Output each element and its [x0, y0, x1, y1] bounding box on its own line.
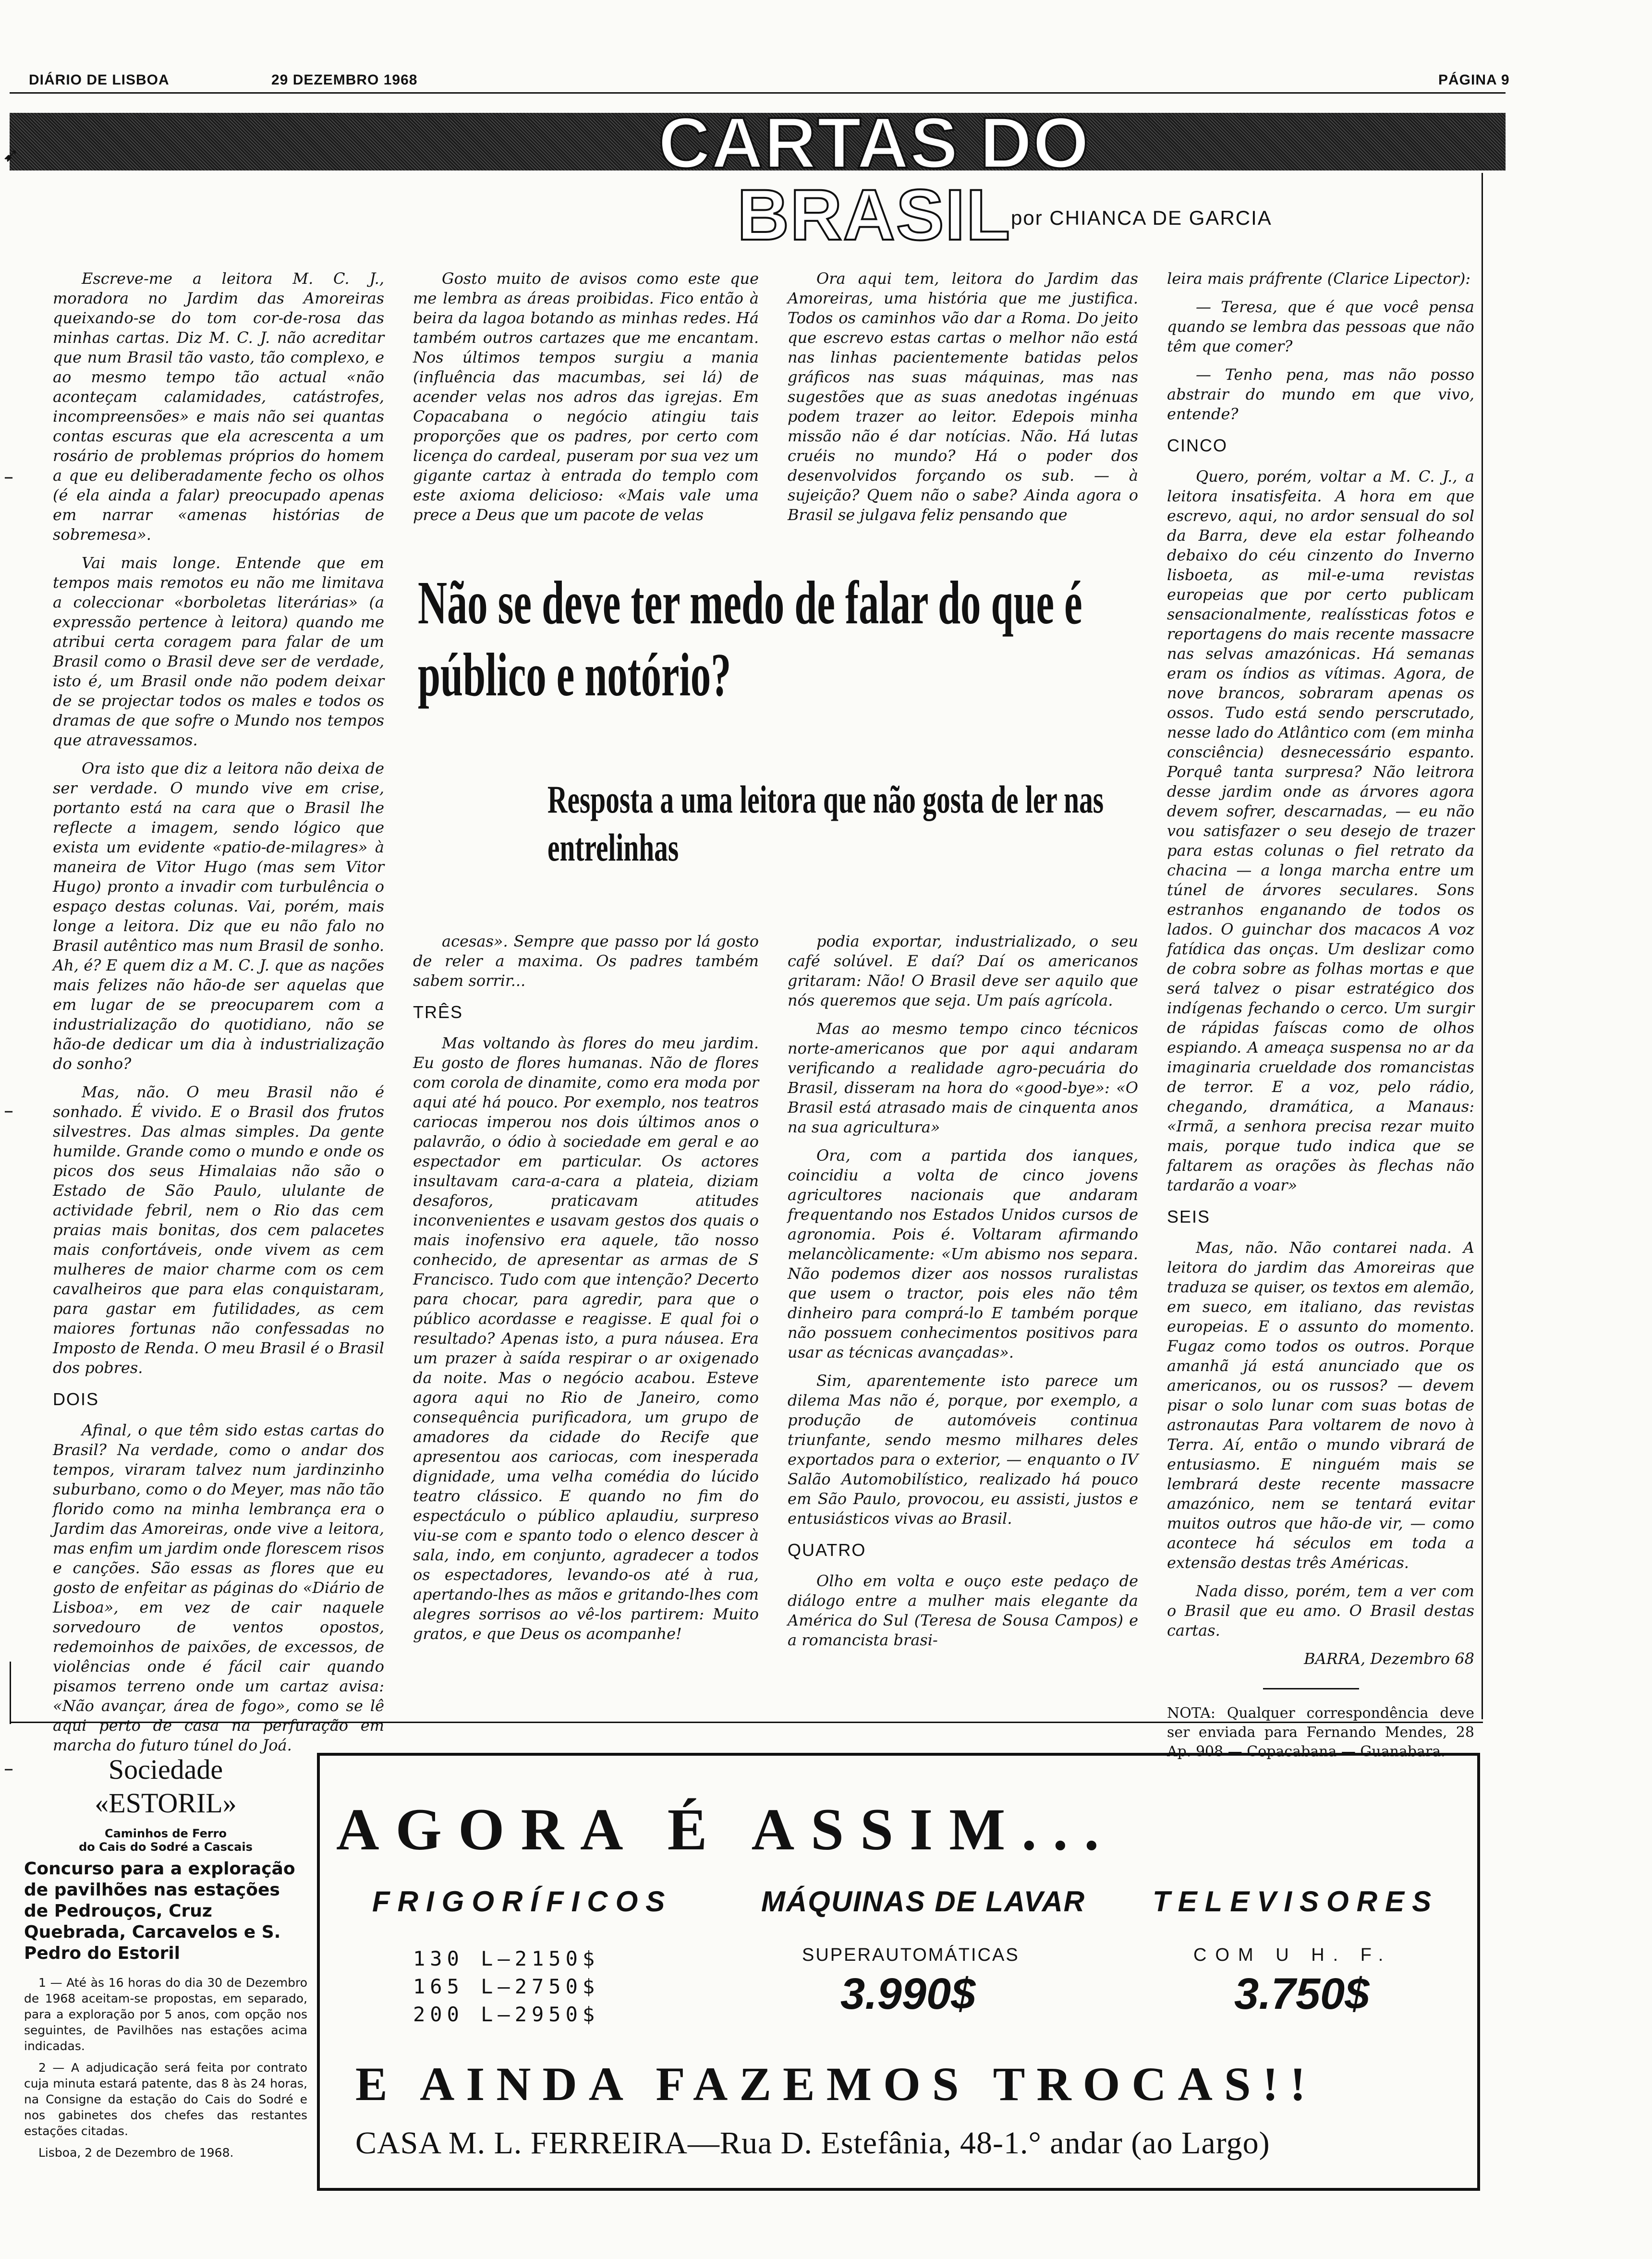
- ad-trade-line: E AINDA FAZEMOS TROCAS!!: [355, 2057, 1318, 2111]
- headline: Não se deve ter medo de falar do que é público e notório?: [418, 569, 1082, 709]
- sociedade-notice: [24, 1753, 307, 2161]
- fridge-price: 130 L—2150$: [413, 1947, 600, 1970]
- paragraph: Vai mais longe. Entende que em tempos mais remotos eu não me limitava a coleccionar «borboletas literárias» (a expressão pertence à leitora) quando me atribui certa coragem para falar de um Brasil como o Brasil deve ser de verdade, isto é, um Brasil onde não podem deixar de se projectar todos os males e todos os dramas de que sofre o Mundo nos tempos que atravessamos.: [53, 554, 384, 749]
- notice-title: Sociedade: [108, 1754, 223, 1785]
- ad-category: TELEVISORES: [1153, 1885, 1439, 1918]
- column-2-bottom: [413, 932, 759, 1652]
- section-title: CARTAS DO BRASIL: [658, 102, 1090, 255]
- paragraph: leira mais práfrente (Clarice Lipector):: [1167, 269, 1471, 288]
- section-heading-tres: TRÊS: [413, 1002, 463, 1022]
- paragraph: Mas ao mesmo tempo cinco técnicos norte-americanos que por aqui andaram verificando a realidade agro-pecuária do Brasil, disseram na hora do «good-bye»: «O Brasil está atrasado mais de cinquenta anos na sua agricultura»: [788, 1020, 1138, 1136]
- notice-line: Caminhos de Ferro: [104, 1827, 227, 1840]
- section-heading-quatro: QUATRO: [788, 1540, 866, 1560]
- ad-address: CASA M. L. FERREIRA—Rua D. Estefânia, 48-1.° andar (ao Largo): [355, 2125, 1270, 2161]
- paragraph: podia exportar, industrializado, o seu café solúvel. E daí? Daí os americanos gritaram: Não! O Brasil deve ser aquilo que nós queremos que seja. Um país agrícola.: [788, 932, 1138, 1009]
- section-heading-seis: SEIS: [1167, 1207, 1211, 1227]
- paragraph: Sim, aparentemente isto parece um dilema Mas não é, porque, por exemplo, a produção de automóveis continua triunfante, sendo mesmo milhares deles exportados para o exterior, — enquanto o IV Salão Automobilístico, realizado há pouco em São Paulo, provocou, eu assisti, justos e entusiásticos vivas ao Brasil.: [788, 1372, 1138, 1528]
- ad-category: FRIGORÍFICOS: [372, 1885, 673, 1918]
- section-heading-dois: DOIS: [53, 1389, 99, 1409]
- column-3-bottom: [788, 932, 1138, 1659]
- signoff: BARRA, Dezembro 68: [1304, 1650, 1474, 1668]
- margin-mark: –: [4, 1758, 13, 1780]
- column-3-top: [788, 269, 1138, 534]
- ad-category: MÁQUINAS DE LAVAR: [761, 1885, 1086, 1918]
- paragraph: Quero, porém, voltar a M. C. J., a leitora insatisfeita. A hora em que escrevo, aqui, no ardor sensual do sol da Barra, deve ela estar folheando debaixo do céu cinzento do Inverno lisboeta, as mil-e-uma revistas europeias que por certo publicam sensacionalmente, realíssticas fotos e reportagens do mais recente massacre nas selvas amazónicas. Há semanas eram os índios as vítimas. Agora, de nove brancos, sobraram apenas os ossos. Tudo está sendo perscrutado, nesse lado do Atlântico com (em minha consciência) desnecessário espanto. Porquê tanta surpresa? Não leitrora desse jardim onde as árvores agora devem sofrer, descarnadas, — eu não vou satisfazer o seu desejo de trazer para estas colunas o fiel retrato da chacina — a longa marcha entre um túnel de árvores seculares. Sons estranhos enganando de todos os lados. O guinchar dos macacos A voz fatídica das onças. Um deslizar como de cobra sobre as folhas mortas e que será talvez o pisar estratégico dos indígenas fechando o cerco. Um surgir de rápidas faíscas como de olhos espiando. A ameaça suspensa no ar da imaginaria crueldade dos romancistas de terror. E a voz, pelo rádio, chegando, dramática, a Manaus: «Irmã, a senhora precisa rezar muito mais, porque tudo indica que se faltarem as orações às flechas não tardarão a voar»: [1167, 467, 1474, 1194]
- notice-item: 1 — Até às 16 horas do dia 30 de Dezembro de 1968 aceitam-se propostas, em separado, para a exploração por 5 anos, com opção nos seguintes, de Pavilhões nas estações acima indicadas.: [24, 1976, 307, 2053]
- fridge-price: 200 L—2950$: [413, 2003, 600, 2026]
- paragraph: Mas, não. O meu Brasil não é sonhado. É vivido. E o Brasil dos frutos silvestres. Das almas simples. Da gente humilde. Grande como o mundo e onde os picos dos seus Himalaias não são o Estado de São Paulo, ululante de actividade febril, nem o Rio das cem praias mais bonitas, dos cem palacetes mais confortáveis, onde vivem as cem mulheres de maior charme com os cem cavalheiros que para elas conquistaram, para gastar em futilidades, as cem maiores fortunas não confessadas no Imposto de Renda. O meu Brasil é o Brasil dos pobres.: [53, 1083, 384, 1377]
- paragraph: — Tenho pena, mas não posso abstrair do mundo em que vivo, entende?: [1167, 365, 1474, 423]
- page-number: PÁGINA 9: [1438, 72, 1510, 88]
- paragraph: Ora, com a partida dos ianques, coincidiu a volta de cinco jovens agricultores nacionais que andaram frequentando nos Estados Unidos cursos de agronomia. Pois é. Voltaram afirmando melancòlicamente: «Um abismo nos separa. Não podemos dizer aos nossos ruralistas que usem o tractor, pois eles não têm dinheiro para comprá-lo E também porque não possuem conhecimentos positivos para usar as técnicas avançadas».: [788, 1146, 1138, 1361]
- column-1: [53, 269, 384, 1764]
- paragraph: Gosto muito de avisos como este que me lembra as áreas proibidas. Fico então à beira da lagoa botando as minhas redes. Há também outros cartazes que me encantam. Nos últimos tempos surgiu a mania (influência das macumbas, sei lá) de acender velas nos adros das igrejas. Em Copacabana o negócio atingiu tais proporções que os padres, por certo com licença do cardeal, puseram por sua vez um gigante cartaz à entrada do templo com este axioma delicioso: «Mais vale uma prece a Deus que um pacote de velas: [413, 269, 759, 524]
- paragraph: Mas voltando às flores do meu jardim. Eu gosto de flores humanas. Não de flores com corola de dinamite, como era moda por aqui até há pouco. Por exemplo, nos teatros cariocas imperou nos dois últimos anos o palavrão, o ódio à sociedade em geral e ao espectador em particular. Os actores insultavam cara-a-cara a plateia, diziam desaforos, praticavam atitudes inconvenientes e usavam gestos dos quais o mais inofensivo era aquele, tão nosso conhecido, de apresentar as armas de S Francisco. Tudo com que intenção? Decerto para chocar, para agredir, para que o público acordasse e reagisse. E qual foi o resultado? Apenas isto, a pura náusea. Era um prazer à saída respirar o ar oxigenado da noite. Mas o negócio acabou. Esteve agora aqui no Rio de Janeiro, como consequência purificadora, um grupo de amadores da cidade do Recife que apresentou aos cariocas, com inesperada dignidade, uma velha comédia do lúcido teatro clássico. E quando no fim do espectáculo o público aplaudiu, surpreso viu-se com e spanto todo o elenco descer à sala, indo, em conjunto, agradecer a todos os espectadores, levando-os até à rua, apertando-lhes as mãos e gritando-lhes com alegres sorrisos ao vê-los partirem: Muito gratos, e que Deus os acompanhe!: [413, 1034, 759, 1643]
- column-2-top: [413, 269, 759, 534]
- tv-note: COM U H. F.: [1193, 1945, 1392, 1965]
- washer-price: 3.990$: [840, 1969, 976, 2018]
- fridge-price: 165 L—2750$: [413, 1975, 600, 1998]
- paragraph: Afinal, o que têm sido estas cartas do Brasil? Na verdade, como o andar dos tempos, viraram talvez num jardinzinho suburbano, como o do Meyer, mas não tão florido como na minha lembrança era o Jardim das Amoreiras, onde vive a leitora, mas enfim um jardim onde florescem risos e canções. São essas as flores que eu gosto de enfeitar as páginas do «Diário de Lisboa», em vez de cair naquele sorvedouro de ventos opostos, redemoinhos de paixões, de excessos, de violências onde é fácil cair quando pisamos terreno onde um cartaz avisa: «Não avançar, área de fogo», como se lê aqui perto de casa na perfuração em marcha do futuro túnel do Joá.: [53, 1421, 384, 1754]
- paragraph: Ora isto que diz a leitora não deixa de ser verdade. O mundo vive em crise, portanto está na cara que o Brasil lhe reflecte a imagem, sendo lógico que exista um evidente «patio-de-milagres» à maneira de Vitor Hugo (mas sem Vitor Hugo) pronto a invadir com turbulência o espaço destas colunas. Vai, porém, mais longe a leitora. Diz que eu não falo no Brasil autêntico mas num Brasil de sonho. Ah, é? E quem diz a M. C. J. que as nações mais felizes não hão-de ser aquelas que em lugar de se preocuparem com a industrialização do quotidiano, não se hão-de dedicar um dia à industrialização do sonho?: [53, 759, 384, 1073]
- subheadline: Resposta a uma leitora que não gosta de ler nas entrelinhas: [547, 777, 1104, 869]
- paragraph: Nada disso, porém, tem a ver com o Brasil que eu amo. O Brasil destas cartas.: [1167, 1582, 1474, 1640]
- paper-name: DIÁRIO DE LISBOA: [29, 72, 170, 88]
- paragraph: Olho em volta e ouço este pedaço de diálogo entre a mulher mais elegante da América do Sul (Teresa de Sousa Campos) e a romancista brasi-: [788, 1572, 1138, 1649]
- paragraph: Mas, não. Não contarei nada. A leitora do jardim das Amoreiras que traduza se quiser, os textos em alemão, em sueco, em italiano, das revistas europeias. E o assunto do momento. Fugaz como todos os outros. Porque amanhã já está anunciado que os americanos, ou os russos? — devem pisar o solo lunar com suas botas de astronautas Para voltarem de novo à Terra. Aí, então o mundo vibrará de entusiasmo. E ninguém mais se lembrará deste recente massacre amazónico, nem se tentará evitar muitos outros que hão-de vir, — como acontece há séculos em toda a extensão destas três Américas.: [1167, 1239, 1474, 1572]
- column-4: [1167, 269, 1474, 1761]
- tv-price: 3.750$: [1234, 1969, 1370, 2018]
- notice-closing: Lisboa, 2 de Dezembro de 1968.: [38, 2146, 234, 2160]
- paragraph: — Teresa, que é que você pensa quando se lembra das pessoas que não têm que comer?: [1167, 298, 1474, 355]
- header-rule: [10, 92, 1506, 94]
- notice-title-name: «ESTORIL»: [95, 1787, 237, 1819]
- paragraph: Escreve-me a leitora M. C. J., moradora no Jardim das Amoreiras queixando-se do tom cor-de-rosa das minhas cartas. Diz M. C. J. não acreditar que num Brasil tão vasto, tão complexo, e ao mesmo tempo tão actual «não aconteçam calamidades, catástrofes, incompreensões» e mais não sei quantas contas escuras que ela acrescenta a um rosário de problemas próprios do homem a que eu deliberadamente fecho os olhos (é ela ainda a falar) preocupado apenas em narrar «amenas histórias de sobremesa».: [53, 269, 384, 544]
- signoff-rule: [1263, 1688, 1359, 1689]
- margin-mark: –: [4, 1100, 13, 1122]
- left-frame-line: [10, 1662, 11, 1724]
- notice-item: 2 — A adjudicação será feita por contrato cuja minuta estará patente, das 8 às 24 horas, na Consigne da estação do Cais do Sodré e nos gabinetes dos chefes das restantes estações citadas.: [24, 2061, 307, 2138]
- note: NOTA: Qualquer correspondência deve ser enviada para Fernando Mendes, 28 Ap. 908 — Copacabana — Guanabara.: [1167, 1705, 1474, 1760]
- notice-heading: Concurso para a exploração de pavilhões nas estações de Pedrouços, Cruz Quebrada, Carcavelos e S. Pedro do Estoril: [24, 1859, 295, 1963]
- margin-mark: ➹: [3, 144, 19, 166]
- byline: por CHIANCA DE GARCIA: [1011, 206, 1272, 229]
- right-frame-line: [1482, 173, 1483, 1719]
- section-heading-cinco: CINCO: [1167, 436, 1227, 455]
- paragraph: acesas». Sempre que passo por lá gosto de reler a maxima. Os padres também sabem sorrir...: [413, 932, 759, 990]
- paragraph: Ora aqui tem, leitora do Jardim das Amoreiras, uma história que me justifica. Todos os caminhos vão dar a Roma. Do jeito que escrevo estas cartas o melhor não está nas linhas pacientemente batidas pelos gráficos nas suas máquinas, mas nas sugestões que as suas anedotas ingénuas podem trazer ao leitor. Edepois minha missão não é dar notícias. Não. Há lutas cruéis no mundo? Há o poder dos desenvolvidos forçando os sub. — à sujeição? Quem não o sabe? Ainda agora o Brasil se julgava feliz pensando que: [788, 269, 1138, 524]
- washer-note: SUPERAUTOMÁTICAS: [802, 1945, 1020, 1965]
- margin-mark: –: [4, 466, 13, 488]
- notice-line: do Cais do Sodré a Cascais: [79, 1840, 253, 1854]
- issue-date: 29 DEZEMBRO 1968: [271, 72, 418, 88]
- fridge-prices: [413, 1945, 599, 2028]
- ad-headline: AGORA É ASSIM...: [336, 1797, 1116, 1862]
